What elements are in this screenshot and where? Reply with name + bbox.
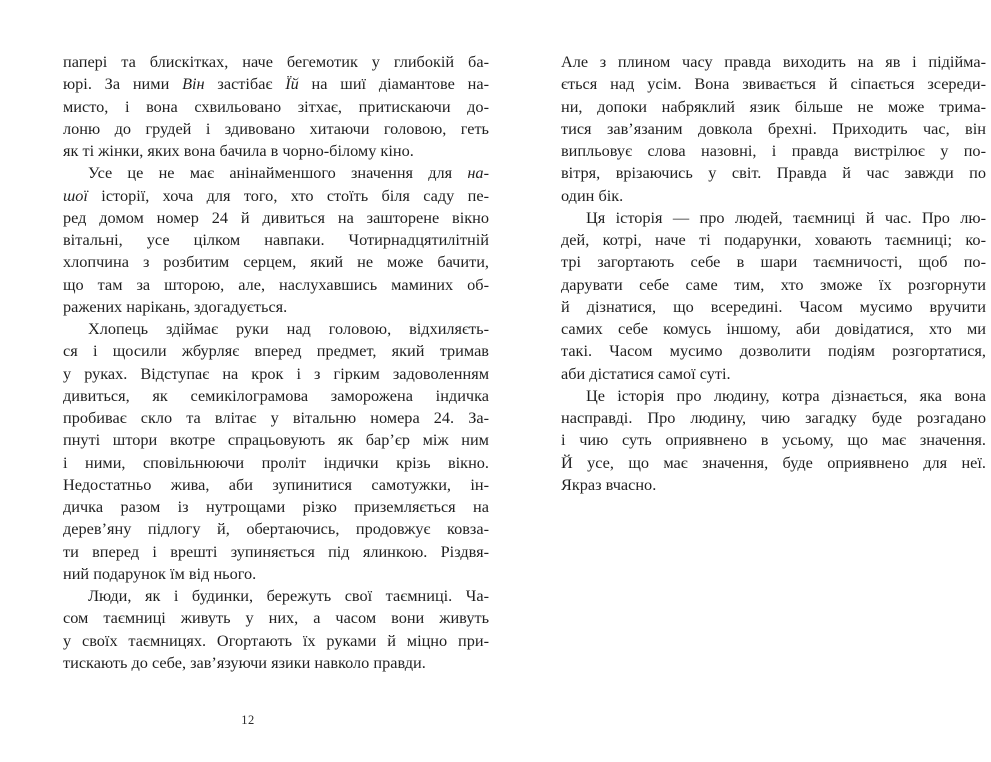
text-line: ний подарунок їм від нього. — [63, 563, 257, 583]
text-line: насправді. Про людину, чию загадку буде розгадано — [561, 408, 986, 427]
text-line: у руках. Відступає на крок і з гірким задоволенням — [63, 363, 489, 383]
paragraph — [561, 51, 986, 207]
text-line: дарувати себе саме тим, хто зможе їх розгорнути — [561, 274, 986, 294]
text-line: Якраз вчасно. — [561, 474, 657, 494]
text-line: пнуті штори вкотре спрацьовують як бар’єр між ним — [63, 430, 489, 450]
text-line: Це історія про людину, котра дізнається, яка вона — [586, 385, 986, 405]
text-line: й дізнатися, що всередині. Часом мусимо вручити — [561, 296, 986, 316]
text-line: юрі. За ними Він застібає Їй на шиї діамантове на- — [63, 74, 490, 94]
text-line: пробиває скло та влітає у вітальню номера 24. За- — [63, 408, 489, 427]
text-line: хлопчина з розбитим серцем, який не може бачити, — [63, 252, 489, 272]
text-line: Хлопець здіймає руки над головою, відхиляєть- — [88, 319, 489, 338]
paragraph — [63, 318, 489, 585]
text-line: і чию суть оприявнено в усьому, що має значення. — [561, 430, 986, 450]
text-line: мисто, і вона схвильовано зітхає, притискаючи до- — [63, 96, 489, 116]
text-line: вітря, врізаючись у світ. Правда й час завжди по — [561, 163, 986, 183]
page-number: 12 — [241, 713, 255, 727]
text-line: Усе це не має анінайменшого значення для на- — [88, 163, 489, 183]
page-left — [63, 51, 489, 674]
paragraph — [63, 585, 489, 674]
text-line: Й усе, що має значення, буде оприявнено для неї. — [561, 452, 986, 472]
text-line: ється над усім. Вона звивається й сіпається зсереди- — [561, 74, 986, 94]
page-right — [561, 51, 986, 496]
text-line: папері та блискітках, наче бегемотик у глибокій ба- — [63, 52, 489, 71]
text-line: тися зав’язаним довкола брехні. Приходить час, він — [561, 118, 986, 138]
text-line: один бік. — [561, 185, 624, 205]
text-line: Ця історія — про людей, таємниці й час. Про лю- — [586, 207, 986, 227]
text-line: що там за шторою, але, наслухавшись маминих об- — [63, 274, 489, 294]
text-line: аби дістатися самої суті. — [561, 363, 731, 383]
text-line: лоню до грудей і здивовано хитаючи головою, геть — [63, 118, 489, 138]
text-line: дичка разом із нутрощами різко приземляється на — [63, 497, 489, 516]
text-line: випльовує слова назовні, і правда вистрілює у по- — [561, 141, 986, 160]
text-line: дей, котрі, наче ті подарунки, ховають таємниці; ко- — [561, 230, 986, 249]
text-line: ред домом номер 24 й дивиться на зашторене вікно — [63, 207, 489, 227]
paragraph — [63, 162, 489, 318]
paragraph — [561, 385, 986, 496]
text-line: як ті жінки, яких вона бачила в чорно-білому кіно. — [63, 141, 414, 160]
text-line: і ними, сповільнюючи проліт індички крізь вікно. — [63, 452, 489, 472]
text-line: такі. Часом мусимо дозволити подіям розгортатися, — [561, 341, 986, 361]
text-line: Люди, як і будинки, бережуть свої таємниці. Ча- — [88, 586, 489, 605]
text-line: шої історії, хоча для того, хто стоїть біля саду пе- — [63, 185, 489, 205]
text-line: сом таємниці живуть у них, а часом вони живуть — [63, 608, 489, 628]
text-line: Недостатньо жива, аби зупинитися самотужки, ін- — [63, 474, 489, 494]
text-line: вітальні, усе цілком навпаки. Чотирнадцятилітній — [63, 230, 489, 249]
text-line: дерев’яну підлогу й, обертаючись, продовжує ковза- — [63, 519, 489, 539]
text-line: Але з плином часу правда виходить на яв і підійма- — [561, 52, 986, 71]
text-line: у своїх таємницях. Огортають їх руками й міцно при- — [63, 630, 489, 650]
text-line: самих себе комусь іншому, аби довідатися, хто ми — [561, 319, 986, 338]
text-line: дивиться, як семикілограмова заморожена індичка — [63, 385, 489, 405]
paragraph — [63, 51, 489, 162]
text-line: ся і щосили жбурляє вперед предмет, який тримав — [63, 341, 489, 361]
text-line: ти вперед і врешті зупиняється під ялинкою. Різдвя- — [63, 541, 489, 561]
text-line: тискають до себе, зав’язуючи язики навколо правди. — [63, 652, 426, 672]
text-line: ни, допоки набряклий язик більше не може трима- — [561, 96, 986, 116]
text-line: трі загортають себе в шари таємничості, щоб по- — [561, 252, 986, 272]
text-line: ражених нарікань, здогадується. — [63, 296, 288, 316]
paragraph — [561, 207, 986, 385]
